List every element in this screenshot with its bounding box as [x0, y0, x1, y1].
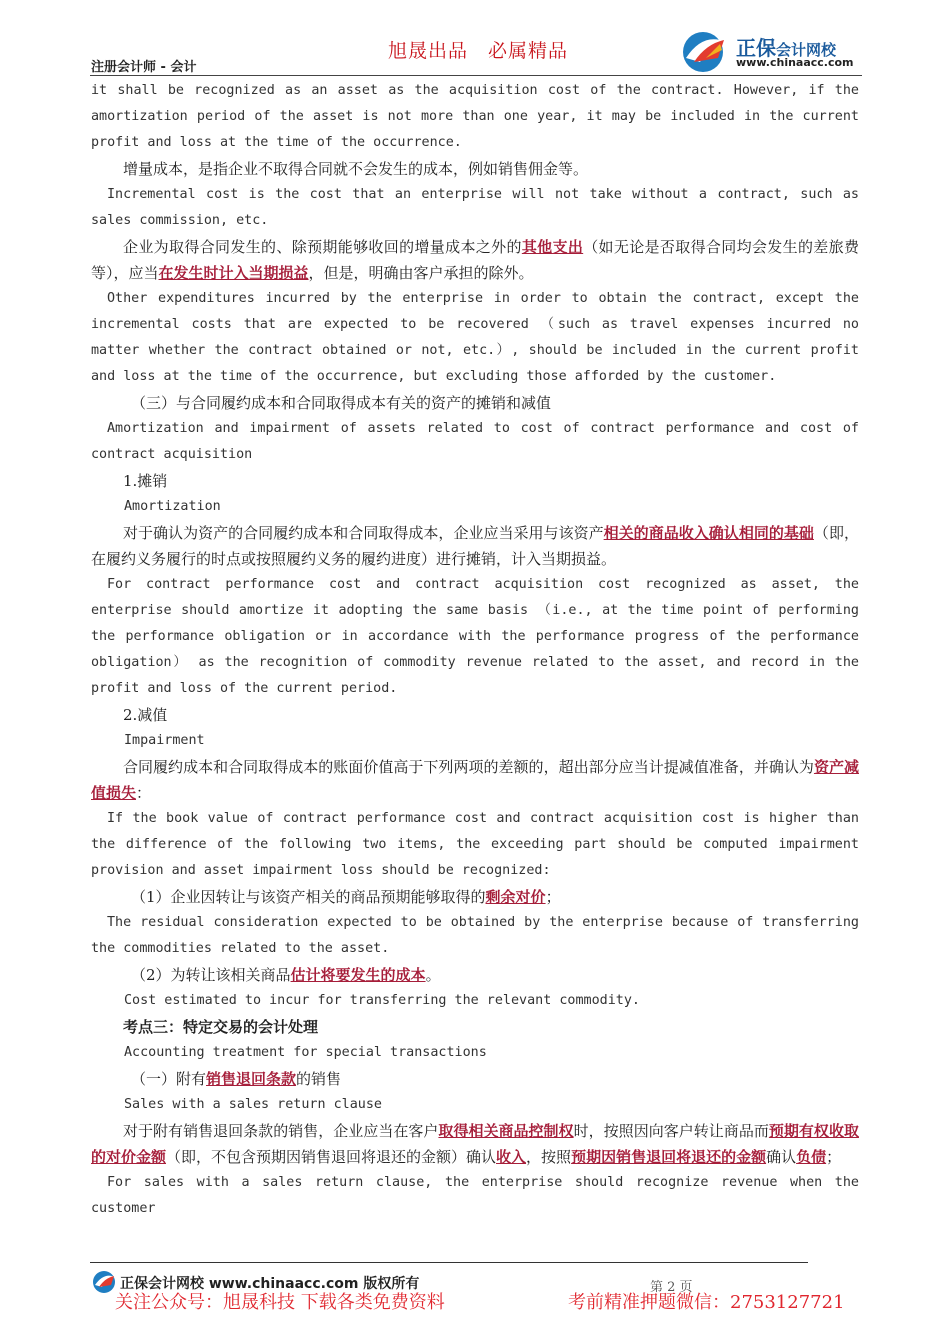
page-content: [91, 78, 859, 1222]
subheading: Sales with a sales return clause: [124, 1097, 382, 1112]
keyword: 资产减值损失: [91, 758, 859, 802]
paragraph: Cost estimated to incur for transferring the relevant commodity.: [124, 993, 640, 1008]
paragraph: 企业为取得合同发生的、除预期能够收回的增量成本之外的其他支出（如无论是否取得合同均会发生的差旅费等），应当在发生时计入当期损益，但是，明确由客户承担的除外。: [91, 238, 859, 282]
keyword: 负债: [796, 1148, 827, 1166]
list-item: （1）企业因转让与该资产相关的商品预期能够取得的剩余对价；: [131, 888, 561, 906]
keyword: 剩余对价: [485, 888, 546, 906]
keyword: 收入: [496, 1148, 527, 1166]
logo-text: 正保会计网校: [736, 36, 837, 60]
logo-url: www.chinaacc.com: [736, 56, 854, 69]
paragraph: 合同履约成本和合同取得成本的账面价值高于下列两项的差额的，超出部分应当计提减值准备，并确认为资产减值损失：: [91, 758, 859, 802]
paragraph: it shall be recognized as an asset as the acquisition cost of the contract. However, if the amortization period of the asset is not more than one year, it may be included in the current profit and loss at the time of the occurrence.: [91, 83, 859, 150]
subheading: 1.摊销: [123, 472, 168, 490]
paragraph: 增量成本，是指企业不取得合同就不会发生的成本，例如销售佣金等。: [123, 160, 589, 178]
brand-slogan: 旭晟出品 必属精品: [388, 40, 569, 62]
paragraph: For contract performance cost and contract acquisition cost recognized as asset, the enterprise should amortize it adopting the same basis （i.e., at the time point of performing the performance obligation or in accordance with the performance progress of the performance obligation） as the recognition of commodity revenue related to the asset, and record in the profit and loss of the current period.: [91, 577, 859, 696]
paragraph: Incremental cost is the cost that an enterprise will not take without a contract, such as sales commission, etc.: [91, 187, 859, 228]
promo-wechat-account: 关注公众号：旭晟科技 下载各类免费资料: [115, 1292, 445, 1313]
chinaacc-logo[interactable]: [680, 28, 870, 76]
page-number: 第 2 页: [650, 1280, 693, 1295]
keyword: 在发生时计入当期损益: [158, 264, 309, 282]
paragraph: 对于附有销售退回条款的销售，企业应当在客户取得相关商品控制权时，按照因向客户转让商品而预期有权收取的对价金额（即，不包含预期因销售退回将退还的金额）确认收入，按照预期因销售退回将退还的金额确认负债；: [91, 1122, 859, 1166]
paragraph: Amortization and impairment of assets related to cost of contract performance and cost of contract acquisition: [91, 421, 859, 462]
subheading: 2.减值: [123, 706, 168, 724]
document-title: 注册会计师 - 会计: [91, 60, 197, 75]
subheading: Impairment: [124, 733, 205, 748]
header-divider: [90, 75, 862, 76]
keyword: 预期有权收取的对价金额: [91, 1122, 859, 1166]
paragraph: For sales with a sales return clause, the enterprise should recognize revenue when the customer: [91, 1175, 859, 1216]
list-item: （2）为转让该相关商品估计将要发生的成本。: [131, 966, 441, 984]
keyword: 预期因销售退回将退还的金额: [571, 1148, 767, 1166]
keyword: 估计将要发生的成本: [290, 966, 426, 984]
footer-divider: [90, 1262, 808, 1263]
keyword: 销售退回条款: [206, 1070, 297, 1088]
section-heading: 考点三：特定交易的会计处理: [123, 1018, 319, 1036]
promo-wechat-contact: 考前精准押题微信：2753127721: [568, 1292, 845, 1313]
subheading: Amortization: [124, 499, 221, 514]
keyword: 其他支出: [521, 238, 584, 256]
keyword: 取得相关商品控制权: [438, 1122, 574, 1140]
page-header: [0, 0, 950, 80]
paragraph: If the book value of contract performance cost and contract acquisition cost is higher than the difference of the following two items, the exceeding part should be computed impairment provision and asset impairment loss should be recognized:: [91, 811, 859, 878]
logo-emblem-icon: [680, 28, 730, 74]
paragraph: 对于确认为资产的合同履约成本和合同取得成本，企业应当采用与该资产相关的商品收入确认相同的基础（即，在履约义务履行的时点或按照履约义务的履约进度）进行摊销，计入当期损益。: [91, 524, 859, 568]
paragraph: The residual consideration expected to be obtained by the enterprise because of transferring the commodities related to the asset.: [91, 915, 859, 956]
paragraph: Other expenditures incurred by the enterprise in order to obtain the contract, except the incremental costs that are expected to be recovered （such as travel expenses incurred no matter whether the contract obtained or not, etc.）, should be included in the current profit and loss at the time of the occurrence, but excluding those afforded by the customer.: [91, 291, 859, 384]
subheading: （一）附有销售退回条款的销售: [131, 1070, 342, 1088]
keyword: 相关的商品收入确认相同的基础: [603, 524, 814, 542]
section-heading: Accounting treatment for special transactions: [124, 1045, 487, 1060]
footer-logo-icon: [92, 1270, 116, 1294]
section-heading: （三）与合同履约成本和合同取得成本有关的资产的摊销和减值: [131, 394, 552, 412]
footer-copyright: 正保会计网校 www.chinaacc.com 版权所有: [120, 1276, 420, 1292]
